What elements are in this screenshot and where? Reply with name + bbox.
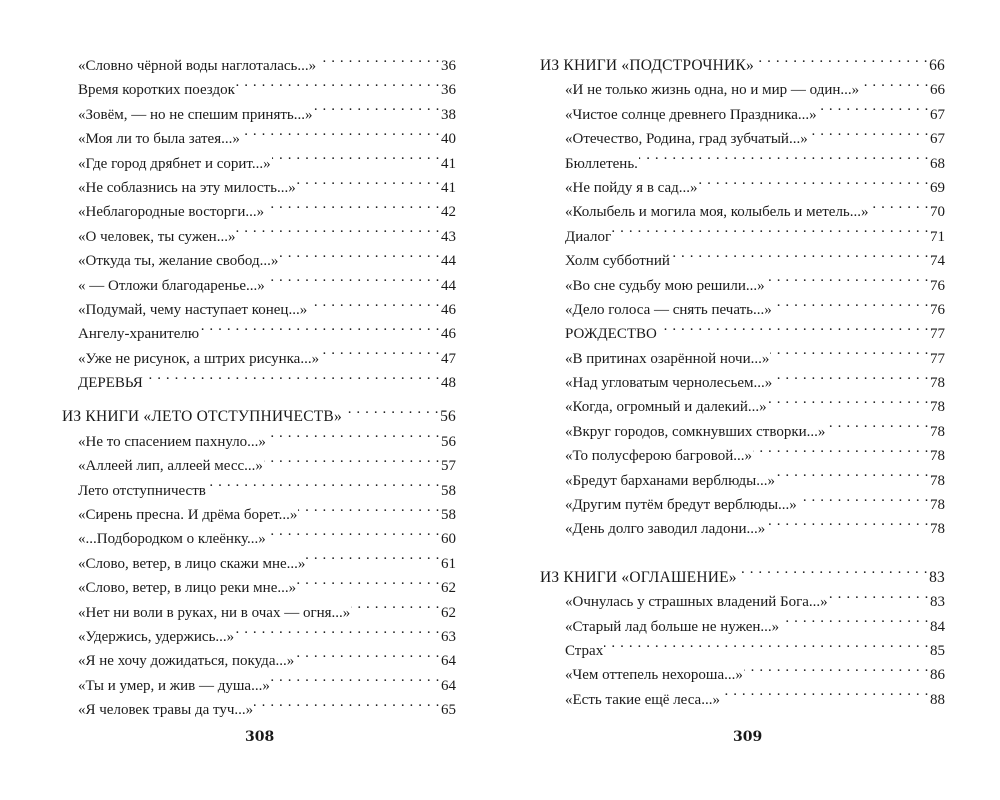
toc-section-heading bbox=[62, 405, 456, 429]
toc-entry-title: «Я человек травы да туч...» bbox=[78, 702, 254, 719]
toc-entry-page: 78 bbox=[930, 423, 945, 440]
toc-entry-title: Лето отступничеств bbox=[78, 482, 206, 499]
toc-entry-title: «Отечество, Родина, град зубчатый...» bbox=[565, 131, 808, 148]
toc-entry-title: «Словно чёрной воды наглоталась...» bbox=[78, 58, 317, 74]
toc-entry-title: Время коротких поездок bbox=[78, 82, 235, 99]
toc-entry bbox=[62, 371, 456, 395]
toc-entry bbox=[62, 298, 456, 322]
dot-leader bbox=[144, 372, 440, 387]
toc-entry-page: 64 bbox=[441, 653, 456, 670]
toc-entry-title: «Слово, ветер, в лицо реки мне...» bbox=[78, 580, 297, 597]
toc-entry bbox=[540, 274, 945, 298]
toc-entry bbox=[540, 493, 945, 517]
toc-entry-title: «Другим путём бредут верблюды...» bbox=[565, 497, 797, 514]
dot-leader bbox=[320, 348, 440, 363]
toc-entry-title: Страх bbox=[565, 642, 604, 659]
toc-entry-title: Бюллетень. bbox=[565, 155, 638, 172]
toc-entry-page: 78 bbox=[930, 375, 945, 392]
toc-entry bbox=[540, 639, 945, 663]
page-number: 308 bbox=[245, 729, 275, 745]
toc-entry-page: 48 bbox=[441, 375, 456, 392]
toc-entry-page: 66 bbox=[930, 82, 945, 99]
dot-leader bbox=[207, 480, 440, 495]
toc-entry-title: «О человек, ты сужен...» bbox=[78, 228, 236, 245]
dot-leader bbox=[200, 323, 440, 338]
dot-leader bbox=[818, 104, 929, 119]
toc-entry-title: «Неблагородные восторги...» bbox=[78, 204, 265, 221]
dot-leader bbox=[235, 626, 440, 641]
toc-section-heading bbox=[540, 566, 945, 590]
dot-leader bbox=[308, 299, 440, 314]
toc-entry-page: 84 bbox=[930, 618, 945, 635]
toc-entry-title: ДЕРЕВЬЯ bbox=[78, 375, 143, 392]
toc-entry bbox=[540, 322, 945, 346]
toc-entry-page: 70 bbox=[930, 204, 945, 221]
toc-entry-title: «Подумай, чему наступает конец...» bbox=[78, 301, 308, 318]
toc-section-heading bbox=[540, 54, 945, 78]
toc-entry-page: 67 bbox=[930, 131, 945, 148]
toc-entry-title: «Аллеей лип, аллеей месс...» bbox=[78, 458, 263, 475]
toc-entry bbox=[540, 590, 945, 614]
toc-entry bbox=[62, 54, 456, 78]
toc-entry bbox=[62, 152, 456, 176]
dot-leader bbox=[829, 591, 929, 606]
toc-entry-page: 78 bbox=[930, 448, 945, 465]
toc-entry-page: 43 bbox=[441, 228, 456, 245]
toc-entry-title: «Дело голоса — снять печать...» bbox=[565, 301, 772, 318]
toc-entry bbox=[540, 420, 945, 444]
toc-entry-title: «Вкруг городов, сомкнувших створки...» bbox=[565, 423, 826, 440]
dot-leader bbox=[306, 553, 440, 568]
dot-leader bbox=[860, 79, 929, 94]
toc-entry bbox=[540, 103, 945, 127]
toc-entry bbox=[540, 517, 945, 541]
dot-leader bbox=[295, 650, 440, 665]
toc-entry-page: 47 bbox=[441, 350, 456, 367]
toc-entry-title: «...Подбородком о клеёнку...» bbox=[78, 531, 266, 548]
toc-heading-page: 56 bbox=[440, 408, 456, 426]
toc-entry-page: 65 bbox=[441, 702, 456, 719]
dot-leader bbox=[738, 566, 928, 582]
dot-leader bbox=[297, 577, 440, 592]
toc-entry-page: 76 bbox=[930, 301, 945, 318]
toc-entry-title: «Уже не рисунок, а штрих рисунка...» bbox=[78, 350, 320, 367]
toc-entry-title: «Ты и умер, и жив — душа...» bbox=[78, 677, 270, 694]
page-number: 309 bbox=[733, 729, 763, 745]
toc-entry-title: «Чем оттепель нехороша...» bbox=[565, 667, 743, 684]
toc-heading-title: ИЗ КНИГИ «ПОДСТРОЧНИК» bbox=[540, 57, 754, 74]
toc-entry bbox=[62, 430, 456, 454]
toc-entry-page: 44 bbox=[441, 253, 456, 270]
dot-leader bbox=[744, 664, 929, 679]
toc-entry bbox=[62, 200, 456, 224]
toc-entry bbox=[62, 698, 456, 722]
table-of-contents bbox=[62, 54, 456, 723]
dot-leader bbox=[241, 128, 440, 143]
toc-entry-title: «Не пойду я в сад...» bbox=[565, 179, 698, 196]
dot-leader bbox=[780, 616, 929, 631]
dot-leader bbox=[266, 275, 440, 290]
toc-entry-title: «Очнулась у страшных владений Бога...» bbox=[565, 594, 828, 611]
toc-entry-title: «Где город дрябнет и сорит...» bbox=[78, 155, 271, 172]
toc-entry-title: Диалог bbox=[565, 228, 612, 245]
toc-entry-title: «В притинах озарённой ночи...» bbox=[565, 350, 770, 367]
toc-entry bbox=[540, 688, 945, 712]
toc-heading-page: 66 bbox=[929, 57, 945, 74]
dot-leader bbox=[753, 445, 929, 460]
toc-entry bbox=[62, 625, 456, 649]
toc-entry-title: «Старый лад больше не нужен...» bbox=[565, 618, 780, 635]
toc-entry-page: 58 bbox=[441, 482, 456, 499]
toc-entry-title: «День долго заводил ладони...» bbox=[565, 521, 766, 538]
dot-leader bbox=[639, 153, 929, 168]
toc-entry-page: 78 bbox=[930, 497, 945, 514]
dot-leader bbox=[809, 128, 929, 143]
toc-entry-page: 77 bbox=[930, 350, 945, 367]
toc-entry-page: 56 bbox=[441, 433, 456, 450]
toc-entry bbox=[540, 347, 945, 371]
toc-heading-title: ИЗ КНИГИ «ОГЛАШЕНИЕ» bbox=[540, 568, 737, 586]
dot-leader bbox=[604, 640, 929, 655]
toc-entry-page: 86 bbox=[930, 667, 945, 684]
dot-leader bbox=[870, 201, 929, 216]
toc-entry bbox=[62, 503, 456, 527]
toc-entry bbox=[540, 176, 945, 200]
dot-leader bbox=[776, 470, 929, 485]
toc-entry bbox=[540, 615, 945, 639]
toc-entry-title: «Не соблазнись на эту милость...» bbox=[78, 179, 296, 196]
toc-entry bbox=[540, 127, 945, 151]
dot-leader bbox=[671, 250, 929, 265]
toc-entry-page: 78 bbox=[930, 472, 945, 489]
dot-leader bbox=[264, 455, 440, 470]
toc-entry bbox=[62, 322, 456, 346]
dot-leader bbox=[721, 689, 929, 704]
dot-leader bbox=[798, 494, 929, 509]
toc-entry-page: 61 bbox=[441, 555, 456, 572]
toc-entry bbox=[62, 674, 456, 698]
toc-entry-title: Холм субботний bbox=[565, 253, 670, 270]
toc-entry bbox=[62, 127, 456, 151]
toc-entry-title: Ангелу-хранителю bbox=[78, 326, 200, 343]
toc-entry-page: 67 bbox=[930, 106, 945, 123]
toc-entry-page: 68 bbox=[930, 155, 945, 172]
right-page bbox=[500, 0, 1000, 800]
toc-entry-page: 62 bbox=[441, 604, 456, 621]
dot-leader bbox=[267, 528, 440, 543]
toc-entry-page: 57 bbox=[441, 458, 456, 475]
toc-entry bbox=[62, 454, 456, 478]
dot-leader bbox=[770, 348, 929, 363]
dot-leader bbox=[314, 104, 441, 119]
toc-entry bbox=[540, 200, 945, 224]
dot-leader bbox=[612, 226, 929, 241]
dot-leader bbox=[267, 431, 440, 446]
toc-entry-page: 63 bbox=[441, 628, 456, 645]
toc-entry-page: 41 bbox=[441, 155, 456, 172]
toc-entry bbox=[540, 152, 945, 176]
toc-entry bbox=[540, 469, 945, 493]
dot-leader bbox=[766, 518, 929, 533]
dot-leader bbox=[351, 602, 440, 617]
toc-entry bbox=[62, 78, 456, 102]
toc-entry-title: «Есть такие ещё леса...» bbox=[565, 691, 720, 708]
dot-leader bbox=[236, 79, 440, 94]
toc-entry-title: «Нет ни воли в руках, ни в очах — огня...» bbox=[78, 604, 351, 621]
toc-entry-page: 41 bbox=[441, 179, 456, 196]
toc-entry bbox=[540, 225, 945, 249]
toc-entry bbox=[540, 444, 945, 468]
dot-leader bbox=[279, 250, 440, 265]
toc-entry-title: «Моя ли то была затея...» bbox=[78, 131, 240, 148]
dot-leader bbox=[773, 372, 929, 387]
toc-entry bbox=[62, 225, 456, 249]
dot-leader bbox=[254, 699, 440, 714]
toc-entry bbox=[540, 78, 945, 102]
dot-leader bbox=[317, 55, 440, 70]
dot-leader bbox=[658, 323, 929, 338]
toc-entry-page: 71 bbox=[930, 228, 945, 245]
table-of-contents bbox=[540, 54, 945, 712]
dot-leader bbox=[271, 675, 440, 690]
toc-entry bbox=[62, 347, 456, 371]
toc-entry-page: 44 bbox=[441, 277, 456, 294]
toc-entry bbox=[540, 371, 945, 395]
toc-entry-page: 58 bbox=[441, 507, 456, 524]
toc-entry-title: «И не только жизнь одна, но и мир — один...» bbox=[565, 82, 860, 99]
toc-entry-page: 64 bbox=[441, 677, 456, 694]
toc-entry bbox=[62, 176, 456, 200]
toc-entry-title: «Удержись, удержись...» bbox=[78, 628, 235, 645]
dot-leader bbox=[236, 226, 440, 241]
toc-entry bbox=[62, 103, 456, 127]
toc-entry-title: «То полусферою багровой...» bbox=[565, 448, 752, 465]
toc-entry-title: «Во сне судьбу мою решили...» bbox=[565, 277, 765, 294]
toc-entry-page: 46 bbox=[441, 301, 456, 318]
toc-entry-title: «Зовём, — но не спешим принять...» bbox=[78, 106, 313, 123]
dot-leader bbox=[755, 55, 928, 71]
toc-heading-title: ИЗ КНИГИ «ЛЕТО ОТСТУПНИЧЕСТВ» bbox=[62, 408, 342, 426]
toc-entry bbox=[540, 298, 945, 322]
dot-leader bbox=[272, 153, 440, 168]
dot-leader bbox=[343, 406, 439, 422]
toc-entry bbox=[62, 479, 456, 503]
toc-entry-title: «Чистое солнце древнего Праздника...» bbox=[565, 106, 817, 123]
toc-entry-page: 69 bbox=[930, 179, 945, 196]
toc-entry-page: 85 bbox=[930, 642, 945, 659]
toc-entry-title: «Сирень пресна. И дрёма борет...» bbox=[78, 507, 298, 524]
dot-leader bbox=[773, 299, 929, 314]
toc-entry bbox=[62, 601, 456, 625]
dot-leader bbox=[768, 396, 929, 411]
toc-heading-page: 83 bbox=[929, 568, 945, 586]
toc-entry-page: 88 bbox=[930, 691, 945, 708]
toc-entry-page: 42 bbox=[441, 204, 456, 221]
toc-entry-title: «Не то спасением пахнуло...» bbox=[78, 433, 266, 450]
toc-entry-title: « — Отложи благодаренье...» bbox=[78, 277, 265, 294]
toc-entry bbox=[62, 527, 456, 551]
toc-entry-page: 38 bbox=[441, 106, 456, 123]
toc-entry-title: «Бредут барханами верблюды...» bbox=[565, 472, 776, 489]
toc-entry-page: 77 bbox=[930, 326, 945, 343]
toc-entry-page: 46 bbox=[441, 326, 456, 343]
toc-entry-title: «Слово, ветер, в лицо скажи мне...» bbox=[78, 555, 306, 572]
toc-entry-page: 78 bbox=[930, 521, 945, 538]
toc-entry bbox=[540, 395, 945, 419]
toc-entry-page: 83 bbox=[930, 594, 945, 611]
toc-entry-title: «Колыбель и могила моя, колыбель и метель...» bbox=[565, 204, 869, 221]
dot-leader bbox=[298, 504, 440, 519]
toc-entry-page: 40 bbox=[441, 131, 456, 148]
toc-entry bbox=[540, 249, 945, 273]
toc-entry bbox=[62, 576, 456, 600]
toc-entry bbox=[62, 552, 456, 576]
toc-entry-page: 36 bbox=[441, 58, 456, 74]
toc-entry-page: 74 bbox=[930, 253, 945, 270]
toc-entry-title: «Я не хочу дожидаться, покуда...» bbox=[78, 653, 295, 670]
toc-entry-page: 76 bbox=[930, 277, 945, 294]
toc-entry bbox=[540, 663, 945, 687]
toc-entry bbox=[62, 249, 456, 273]
dot-leader bbox=[699, 177, 929, 192]
toc-entry-title: РОЖДЕСТВО bbox=[565, 326, 657, 343]
toc-entry-title: «Когда, огромный и далекий...» bbox=[565, 399, 767, 416]
toc-entry-page: 60 bbox=[441, 531, 456, 548]
dot-leader bbox=[766, 275, 929, 290]
dot-leader bbox=[826, 421, 929, 436]
toc-entry-title: «Над угловатым чернолесьем...» bbox=[565, 375, 773, 392]
toc-entry-page: 36 bbox=[441, 82, 456, 99]
dot-leader bbox=[297, 177, 440, 192]
toc-entry bbox=[62, 274, 456, 298]
toc-entry-page: 78 bbox=[930, 399, 945, 416]
toc-entry-page: 62 bbox=[441, 580, 456, 597]
toc-entry-title: «Откуда ты, желание свобод...» bbox=[78, 253, 279, 270]
toc-entry bbox=[62, 649, 456, 673]
dot-leader bbox=[265, 201, 440, 216]
